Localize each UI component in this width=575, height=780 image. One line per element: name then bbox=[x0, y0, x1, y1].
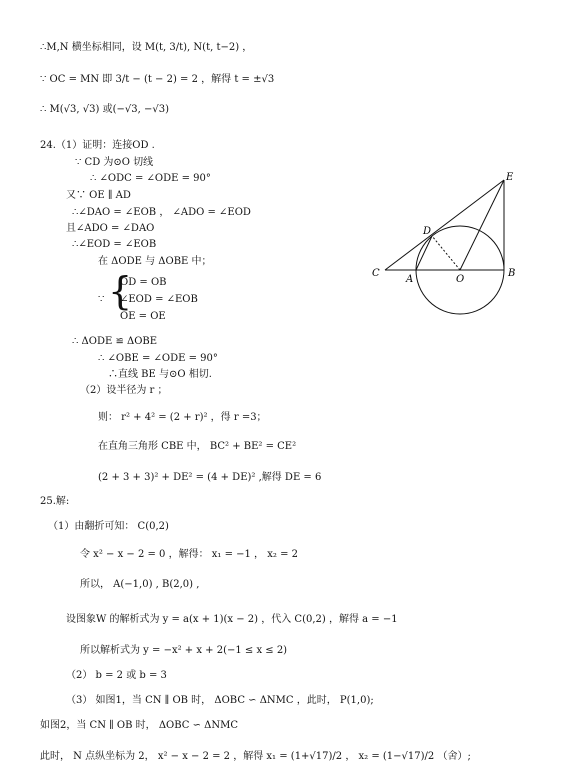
line-fold-c: （1）由翻折可知： C(0,2) bbox=[48, 521, 169, 532]
line-set-w: 设图象W 的解析式为 y = a(x + 1)(x − 2) ，代入 C(0,2) ，解得 a = −1 bbox=[66, 614, 398, 625]
line-mn-setup: ∴M,N 横坐标相同，设 M(t, 3/t), N(t, t−2) ， bbox=[40, 42, 253, 53]
geometry-figure bbox=[360, 168, 530, 328]
line-od bbox=[432, 236, 460, 270]
line-part2-b: （2） b = 2 或 b = 3 bbox=[66, 670, 167, 681]
line-de-solve: (2 + 3 + 3)² + DE² = (4 + DE)² ,解得 DE = 6 bbox=[98, 472, 322, 483]
line-points-ab: 所以， A(−1,0) , B(2,0) , bbox=[80, 579, 200, 590]
line-angle-odc: ∴ ∠ODC = ∠ODE = 90° bbox=[90, 173, 211, 184]
line-in-triangles: 在 ΔODE 与 ΔOBE 中； bbox=[98, 256, 212, 267]
line-congruent: ∴ ΔODE ≌ ΔOBE bbox=[72, 336, 158, 347]
line-n-ordinate: 此时， N 点纵坐标为 2， x² − x − 2 = 2 ，解得 x₁ = (1+√17)/2 ， x₂ = (1−√17)/2 （舍）; bbox=[40, 751, 471, 762]
line-oe-parallel-ad: 又∵ OE ∥ AD bbox=[66, 190, 131, 201]
line-right-triangle: 在直角三角形 CBE 中， BC² + BE² = CE² bbox=[98, 441, 297, 452]
line-25-title: 25.解: bbox=[40, 496, 70, 507]
line-fig1: （3） 如图1，当 CN ∥ OB 时， ΔOBC ∽ ΔNMC ，此时， P(1,0); bbox=[66, 695, 374, 706]
line-roots: 令 x² − x − 2 = 0 ，解得： x₁ = −1 ， x₂ = 2 bbox=[80, 549, 298, 560]
label-a: A bbox=[406, 274, 414, 285]
line-analytic: 所以解析式为 y = −x² + x + 2(−1 ≤ x ≤ 2) bbox=[80, 645, 288, 656]
line-ce bbox=[385, 180, 504, 270]
line-oe-oe: OE = OE bbox=[120, 311, 166, 322]
line-fig2: 如图2，当 CN ∥ OB 时， ΔOBC ∽ ΔNMC bbox=[40, 720, 239, 731]
line-part2-radius: （2）设半径为 r ； bbox=[80, 385, 168, 396]
line-radius-eq: 则： r² + 4² = (2 + r)² ，得 r =3； bbox=[98, 412, 267, 423]
line-eod-eob-2: ∠EOD = ∠EOB bbox=[120, 294, 198, 305]
line-ado-dao: 且∠ADO = ∠DAO bbox=[66, 223, 155, 234]
line-oc-mn: ∵ OC = MN 即 3/t − (t − 2) = 2 ，解得 t = ±√3 bbox=[40, 74, 275, 85]
line-od-ob: OD = OB bbox=[120, 277, 167, 288]
line-m-result: ∴ M(√3, √3) 或(−√3, −√3) bbox=[40, 104, 169, 115]
label-d: D bbox=[423, 226, 432, 237]
line-dao-eob: ∴∠DAO = ∠EOB ， ∠ADO = ∠EOD bbox=[72, 207, 251, 218]
line-cd-tangent: ∵ CD 为⊙O 切线 bbox=[75, 157, 154, 168]
line-eod-eob: ∴∠EOD = ∠EOB bbox=[72, 239, 157, 250]
label-b: B bbox=[508, 268, 516, 279]
line-be-tangent: ∴直线 BE 与⊙O 相切. bbox=[108, 369, 212, 380]
line-angle-obe: ∴ ∠OBE = ∠ODE = 90° bbox=[98, 353, 218, 364]
label-o: O bbox=[456, 274, 465, 285]
system-brace: { bbox=[108, 269, 133, 313]
line-oe bbox=[460, 180, 504, 270]
line-24-title: 24.（1）证明：连接OD . bbox=[40, 140, 155, 151]
label-e: E bbox=[506, 172, 514, 183]
label-c: C bbox=[372, 268, 380, 279]
because-symbol: ∵ bbox=[98, 294, 105, 305]
